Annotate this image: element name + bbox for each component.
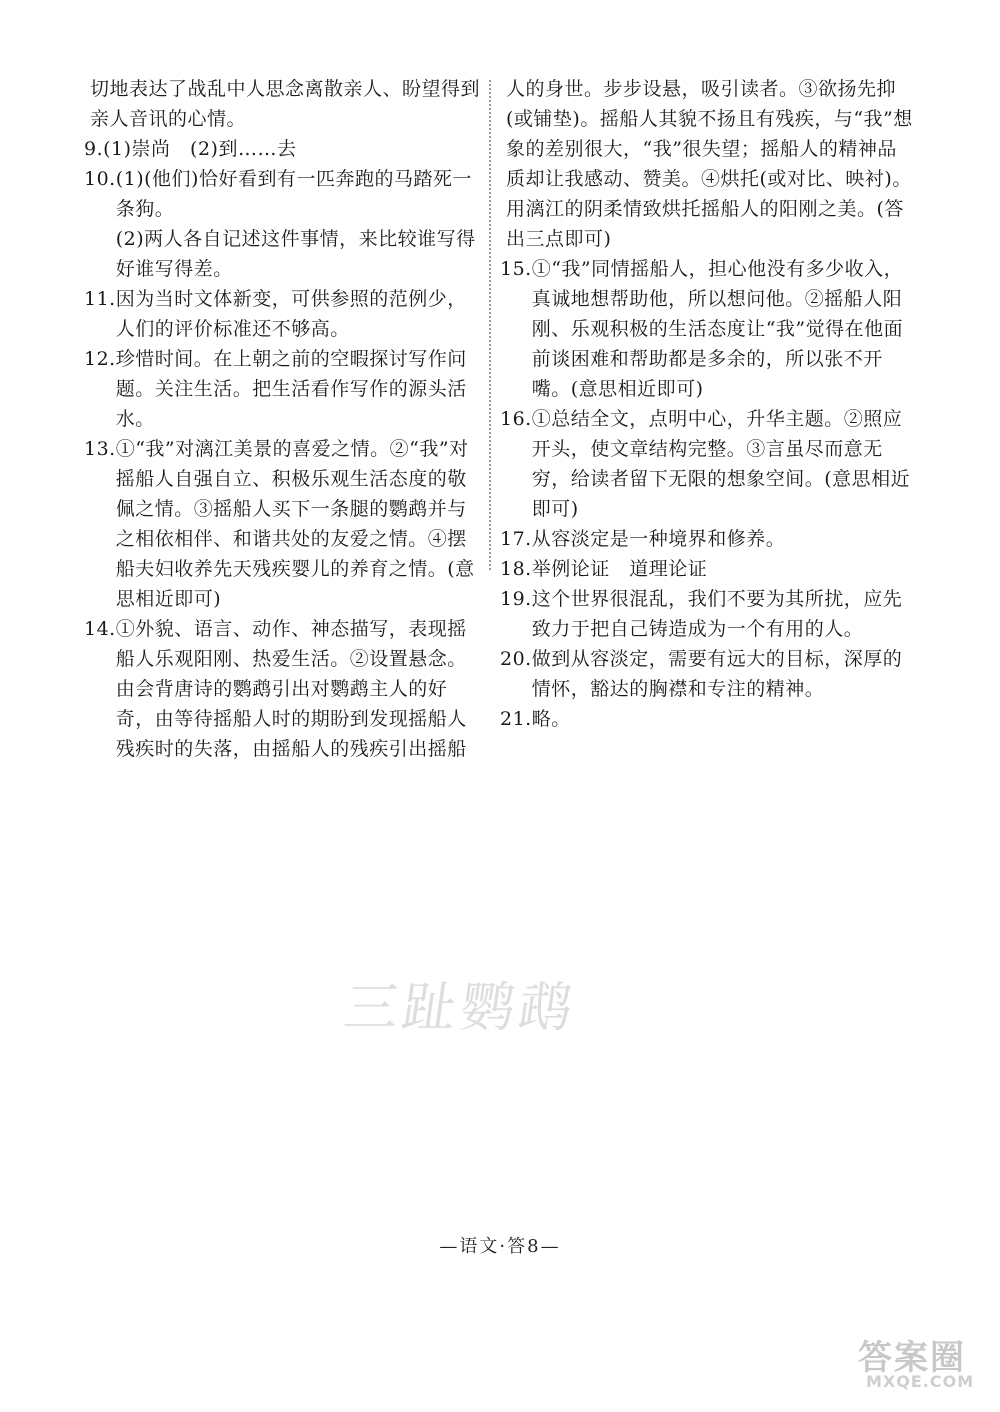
answer-number: 13. — [84, 438, 116, 460]
answer-number: 18. — [500, 558, 532, 580]
answer-text — [116, 344, 482, 434]
answer-line: (1)(他们)恰好看到有一匹奔跑的马踏死一条狗。 — [115, 168, 472, 220]
answer-number: 10. — [84, 168, 116, 190]
right-items — [500, 254, 916, 734]
answer-line: 从容淡定是一种境界和修养。 — [531, 528, 786, 550]
answer-text — [103, 134, 482, 164]
answer-text — [116, 284, 482, 344]
answer-text — [532, 554, 916, 584]
watermark-logo: 答案圈 — [858, 1338, 966, 1378]
answer-number: 15. — [500, 258, 532, 280]
answer-item — [84, 344, 482, 434]
answer-text — [116, 164, 482, 284]
answer-line: 做到从容淡定，需要有远大的目标，深厚的情怀，豁达的胸襟和专注的精神。 — [531, 648, 903, 700]
column-divider — [489, 80, 491, 570]
answer-text — [532, 404, 916, 524]
right-column — [500, 74, 916, 734]
answer-item — [500, 704, 916, 734]
answer-item — [84, 434, 482, 614]
answer-line: ①外貌、语言、动作、神态描写，表现摇船人乐观阳刚、热爱生活。②设置悬念。由会背唐诗的鹦鹉引出对鹦鹉主人的好奇，由等待摇船人时的期盼到发现摇船人残疾时的失落，由摇船人的残疾引出摇船 — [115, 618, 467, 760]
answer-line: (1)崇尚 (2)到……去 — [103, 138, 297, 160]
answer-line: (2)两人各自记述这件事情，来比较谁写得好谁写得差。 — [115, 228, 476, 280]
answer-line: ①总结全文，点明中心，升华主题。②照应开头，使文章结构完整。③言虽尽而意无穷，给读者留下无限的想象空间。(意思相近即可) — [531, 408, 911, 520]
answer-text — [532, 524, 916, 554]
answer-item — [500, 554, 916, 584]
answer-text — [532, 644, 916, 704]
faint-imprint: 三趾鹦鹉 — [340, 976, 582, 1039]
answer-text — [116, 434, 482, 614]
answer-number: 14. — [84, 618, 116, 640]
left-intro: 切地表达了战乱中人思念离散亲人、盼望得到亲人音讯的心情。 — [90, 78, 481, 130]
answer-line: 举例论证 道理论证 — [531, 558, 708, 580]
answer-item — [500, 584, 916, 644]
answer-item — [500, 254, 916, 404]
answer-text — [532, 704, 916, 734]
answer-item — [500, 644, 916, 704]
answer-line: ①“我”同情摇船人，担心他没有多少收入，真诚地想帮助他，所以想问他。②摇船人阳刚、乐观积极的生活态度让“我”觉得在他面前谈困难和帮助都是多余的，所以张不开嘴。(意思相近即可) — [531, 258, 904, 400]
answer-number: 12. — [84, 348, 116, 370]
answer-line: 这个世界很混乱，我们不要为其所扰，应先致力于把自己铸造成为一个有用的人。 — [531, 588, 903, 640]
answer-number: 16. — [500, 408, 532, 430]
page-footer: —语文·答8— — [439, 1236, 561, 1257]
left-column — [84, 74, 482, 764]
answer-item — [84, 284, 482, 344]
answer-item — [84, 614, 482, 764]
answer-number: 19. — [500, 588, 532, 610]
answer-item — [84, 164, 482, 284]
answer-number: 11. — [84, 288, 116, 310]
answer-line: ①“我”对漓江美景的喜爱之情。②“我”对摇船人自强自立、积极乐观生活态度的敬佩之情。③摇船人买下一条腿的鹦鹉并与之相依相伴、和谐共处的友爱之情。④摆船夫妇收养先天残疾婴儿的养育之情。(意思相近即可) — [115, 438, 475, 610]
answer-text — [532, 584, 916, 644]
answer-item — [500, 524, 916, 554]
answer-line: 略。 — [531, 708, 571, 730]
watermark-url: MXQE.COM — [866, 1372, 975, 1391]
answer-number: 9. — [84, 138, 104, 160]
answer-number: 21. — [500, 708, 532, 730]
answer-line: 珍惜时间。在上朝之前的空暇探讨写作问题。关注生活。把生活看作写作的源头活水。 — [115, 348, 467, 430]
answer-line: 因为当时文体新变，可供参照的范例少，人们的评价标准还不够高。 — [115, 288, 467, 340]
watermark — [858, 1330, 998, 1410]
right-intro: 人的身世。步步设悬，吸引读者。③欲扬先抑(或铺垫)。摇船人其貌不扬且有残疾，与“我”想象的差别很大，“我”很失望；摇船人的精神品质却让我感动、赞美。④烘托(或对比、映衬)。用漓江的阴柔情致烘托摇船人的阳刚之美。(答出三点即可) — [506, 78, 913, 250]
answer-item — [84, 134, 482, 164]
answer-text — [532, 254, 916, 404]
answer-text — [116, 614, 482, 764]
answer-number: 17. — [500, 528, 532, 550]
left-items — [84, 134, 482, 764]
answer-number: 20. — [500, 648, 532, 670]
answer-item — [500, 404, 916, 524]
